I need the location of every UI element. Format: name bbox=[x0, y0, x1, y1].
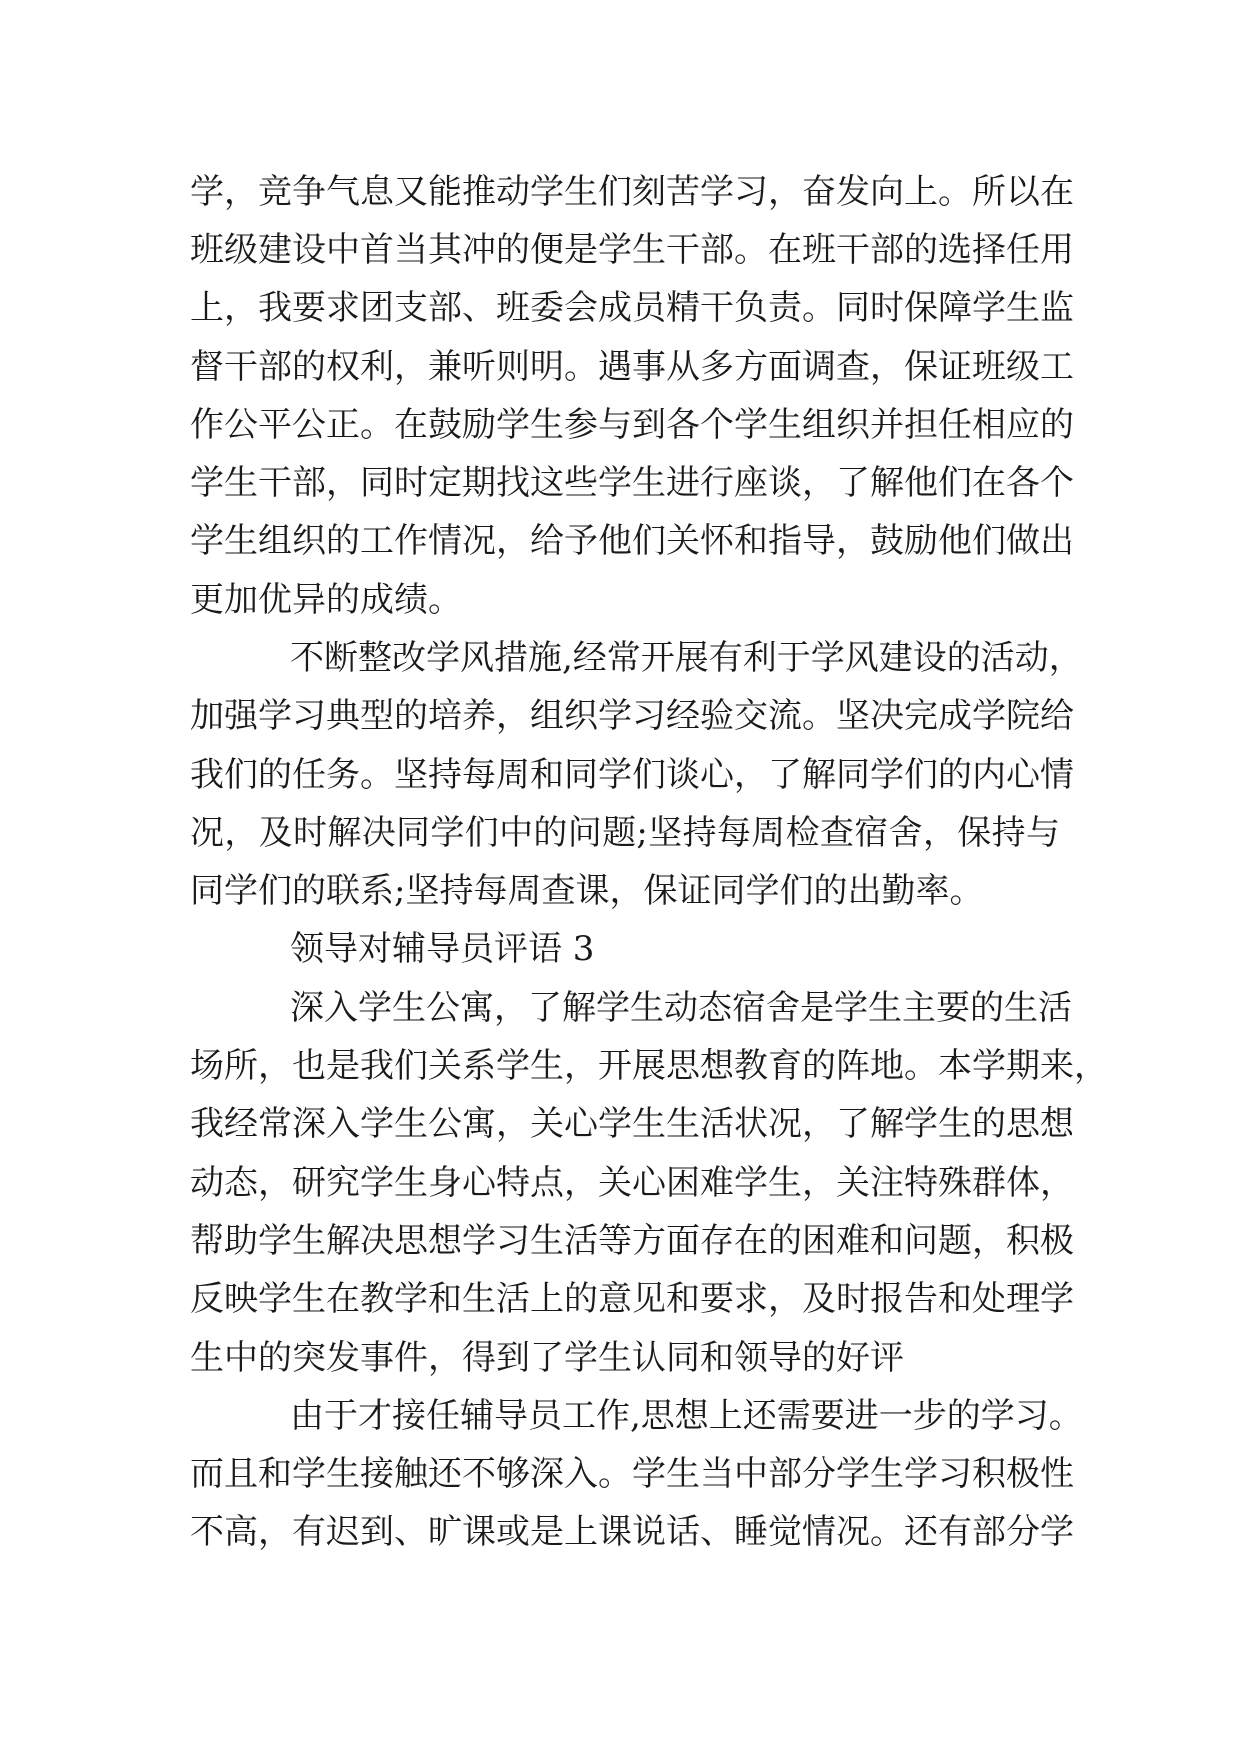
paragraph-line: 更加优异的成绩。 bbox=[190, 580, 462, 620]
paragraph-line: 加强学习典型的培养，组织学习经验交流。坚决完成学院给 bbox=[190, 696, 1074, 736]
paragraph-line: 我们的任务。坚持每周和同学们谈心，了解同学们的内心情 bbox=[190, 755, 1074, 795]
paragraph-first-line: 深入学生公寓，了解学生动态宿舍是学生主要的生活 bbox=[290, 988, 1072, 1028]
paragraph-line: 作公平公正。在鼓励学生参与到各个学生组织并担任相应的 bbox=[190, 405, 1074, 445]
paragraph-line: 场所，也是我们关系学生，开展思想教育的阵地。本学期来， bbox=[190, 1046, 1108, 1086]
paragraph-line: 动态，研究学生身心特点，关心困难学生，关注特殊群体， bbox=[190, 1163, 1074, 1203]
paragraph-line: 反映学生在教学和生活上的意见和要求，及时报告和处理学 bbox=[190, 1279, 1074, 1319]
paragraph-line: 帮助学生解决思想学习生活等方面存在的困难和问题，积极 bbox=[190, 1221, 1074, 1261]
paragraph-line: 班级建设中首当其冲的便是学生干部。在班干部的选择任用 bbox=[190, 230, 1074, 270]
paragraph-first-line: 不断整改学风措施,经常开展有利于学风建设的活动， bbox=[290, 638, 1083, 678]
paragraph-line: 不高，有迟到、旷课或是上课说话、睡觉情况。还有部分学 bbox=[190, 1512, 1074, 1552]
paragraph-line: 况，及时解决同学们中的问题;坚持每周检查宿舍，保持与 bbox=[190, 813, 1060, 853]
paragraph-line: 督干部的权利，兼听则明。遇事从多方面调查，保证班级工 bbox=[190, 347, 1074, 387]
paragraph-line: 学生组织的工作情况，给予他们关怀和指导，鼓励他们做出 bbox=[190, 521, 1074, 561]
paragraph-first-line: 由于才接任辅导员工作,思想上还需要进一步的学习。 bbox=[290, 1396, 1083, 1436]
paragraph-line: 而且和学生接触还不够深入。学生当中部分学生学习积极性 bbox=[190, 1454, 1074, 1494]
paragraph-line: 上，我要求团支部、班委会成员精干负责。同时保障学生监 bbox=[190, 288, 1074, 328]
paragraph-line: 生中的突发事件，得到了学生认同和领导的好评 bbox=[190, 1338, 904, 1378]
paragraph-line: 同学们的联系;坚持每周查课，保证同学们的出勤率。 bbox=[190, 871, 984, 911]
paragraph-line: 学，竞争气息又能推动学生们刻苦学习，奋发向上。所以在 bbox=[190, 172, 1074, 212]
paragraph-line: 我经常深入学生公寓，关心学生生活状况，了解学生的思想 bbox=[190, 1104, 1074, 1144]
section-heading: 领导对辅导员评语 3 bbox=[290, 929, 595, 969]
paragraph-line: 学生干部，同时定期找这些学生进行座谈，了解他们在各个 bbox=[190, 463, 1074, 503]
